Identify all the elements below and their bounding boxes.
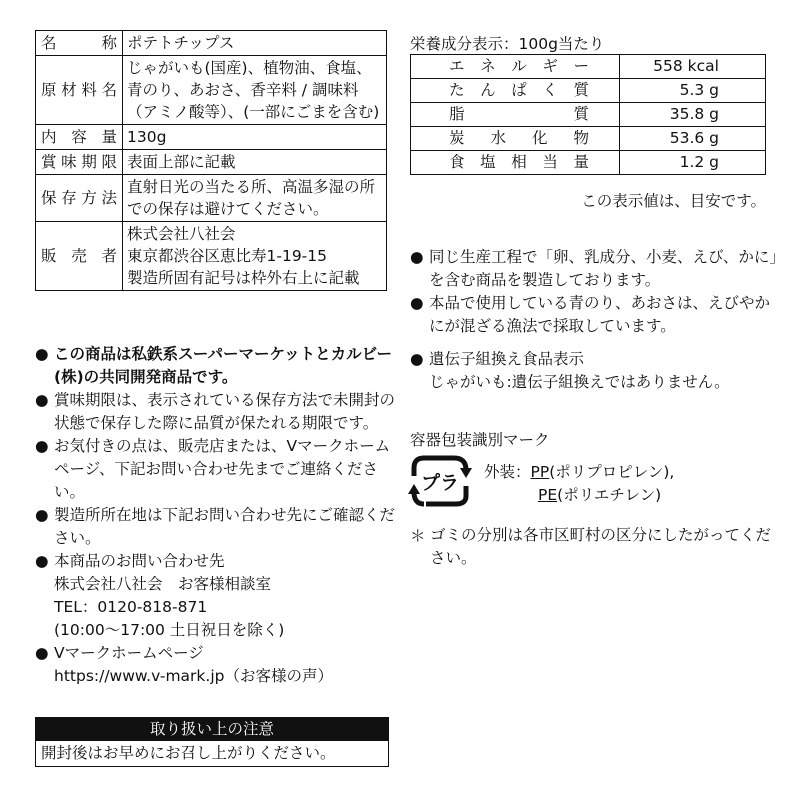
pe-name: (ポリエチレン) bbox=[557, 486, 662, 504]
info-key: 保存方法 bbox=[36, 175, 123, 222]
recycle-mark-title: 容器包装識別マーク bbox=[410, 431, 550, 449]
nutrition-title: 栄養成分表示：100g当たり bbox=[410, 35, 605, 53]
nutrition-value: 53.6 g bbox=[620, 127, 766, 151]
note-item bbox=[35, 550, 395, 642]
nutrition-name: 脂質 bbox=[411, 103, 620, 127]
asterisk-icon: ＊ bbox=[410, 527, 426, 545]
outer-label: 外装： bbox=[484, 463, 531, 481]
pe-abbr: PE bbox=[538, 486, 558, 504]
nutrition-note: この表示値は、目安です。 bbox=[581, 192, 766, 210]
note-text: お気付きの点は、販売店または、Vマークホームページ、下記お問い合わせ先までご連絡ください。 bbox=[54, 437, 391, 501]
bullet-icon: ● bbox=[35, 345, 49, 363]
info-value: 表面上部に記載 bbox=[123, 150, 387, 175]
info-row bbox=[36, 31, 387, 56]
nutrition-value: 5.3 g bbox=[620, 79, 766, 103]
info-key: 内 容 量 bbox=[36, 125, 123, 150]
info-row bbox=[36, 125, 387, 150]
info-value: ポテトチップス bbox=[123, 31, 387, 56]
note-text: 遺伝子組換え食品表示 じゃがいも:遺伝子組換えではありません。 bbox=[429, 350, 730, 391]
handling-box bbox=[35, 717, 389, 767]
info-row bbox=[36, 175, 387, 222]
nutrition-name: エネルギー bbox=[411, 55, 620, 79]
bullet-icon: ● bbox=[410, 294, 424, 312]
info-value: 130g bbox=[123, 125, 387, 150]
info-key: 販 売 者 bbox=[36, 222, 123, 291]
pp-name: (ポリプロピレン), bbox=[549, 463, 675, 481]
nutrition-value: 35.8 g bbox=[620, 103, 766, 127]
product-info-table bbox=[35, 30, 387, 291]
bullet-icon: ● bbox=[410, 350, 424, 368]
right-notes-2 bbox=[410, 348, 780, 394]
nutrition-row bbox=[411, 55, 766, 79]
handling-title: 取り扱い上の注意 bbox=[36, 718, 388, 740]
nutrition-value: 558 kcal bbox=[620, 55, 766, 79]
bullet-icon: ● bbox=[410, 248, 424, 266]
info-value: 直射日光の当たる所、高温多湿の所での保存は避けてください。 bbox=[123, 175, 387, 222]
right-notes-1 bbox=[410, 246, 780, 338]
pp-abbr: PP bbox=[530, 463, 550, 481]
note-text: 賞味期限は、表示されている保存方法で未開封の状態で保存した際に品質が保たれる期限です。 bbox=[54, 391, 396, 432]
bullet-icon: ● bbox=[35, 552, 49, 570]
nutrition-row bbox=[411, 151, 766, 175]
nutrition-name: 炭水化物 bbox=[411, 127, 620, 151]
nutrition-name: 食塩相当量 bbox=[411, 151, 620, 175]
nutrition-table bbox=[410, 54, 766, 175]
note-item bbox=[35, 435, 395, 504]
gomi-text: ゴミの分別は各市区町村の区分にしたがってください。 bbox=[430, 526, 772, 567]
note-item bbox=[410, 292, 780, 338]
note-item bbox=[35, 642, 395, 688]
note-text: 製造所所在地は下記お問い合わせ先にご確認ください。 bbox=[54, 506, 396, 547]
note-item bbox=[410, 246, 780, 292]
info-key: 賞味期限 bbox=[36, 150, 123, 175]
svg-text:プラ: プラ bbox=[420, 472, 460, 494]
nutrition-row bbox=[411, 127, 766, 151]
bullet-icon: ● bbox=[35, 437, 49, 455]
left-notes bbox=[35, 343, 395, 688]
note-text: Vマークホームページ https://www.v-mark.jp（お客様の声） bbox=[54, 644, 333, 685]
note-text: 本品で使用している青のり、あおさは、えびやかにが混ざる漁法で採取しています。 bbox=[429, 294, 771, 335]
note-text: 本商品のお問い合わせ先 株式会社八社会 お客様相談室 TEL：0120-818-871 (10:00～17:00 土日祝日を除く) bbox=[54, 552, 285, 639]
nutrition-row bbox=[411, 103, 766, 127]
note-item bbox=[35, 343, 395, 389]
bullet-icon: ● bbox=[35, 391, 49, 409]
nutrition-row bbox=[411, 79, 766, 103]
note-text: この商品は私鉄系スーパーマーケットとカルビー(株)の共同開発商品です。 bbox=[54, 345, 393, 386]
gomi-note bbox=[410, 524, 780, 570]
info-key: 原材料名 bbox=[36, 56, 123, 125]
nutrition-name: たんぱく質 bbox=[411, 79, 620, 103]
nutrition-value: 1.2 g bbox=[620, 151, 766, 175]
pla-recycle-icon bbox=[408, 452, 472, 510]
recycle-text bbox=[484, 461, 674, 507]
info-row bbox=[36, 56, 387, 125]
info-value: 株式会社八社会 東京都渋谷区恵比寿1-19-15 製造所固有記号は枠外右上に記載 bbox=[123, 222, 387, 291]
info-key: 名 称 bbox=[36, 31, 123, 56]
info-row bbox=[36, 150, 387, 175]
note-text: 同じ生産工程で「卵、乳成分、小麦、えび、かに」を含む商品を製造しております。 bbox=[429, 248, 778, 289]
handling-body: 開封後はお早めにお召し上がりください。 bbox=[36, 740, 388, 766]
bullet-icon: ● bbox=[35, 644, 49, 662]
note-item bbox=[410, 348, 780, 394]
bullet-icon: ● bbox=[35, 506, 49, 524]
info-value: じゃがいも(国産)、植物油、食塩、青のり、あおさ、香辛料 / 調味料（アミノ酸等）、(一部にごまを含む) bbox=[123, 56, 387, 125]
note-item bbox=[35, 389, 395, 435]
note-item bbox=[35, 504, 395, 550]
info-row bbox=[36, 222, 387, 291]
